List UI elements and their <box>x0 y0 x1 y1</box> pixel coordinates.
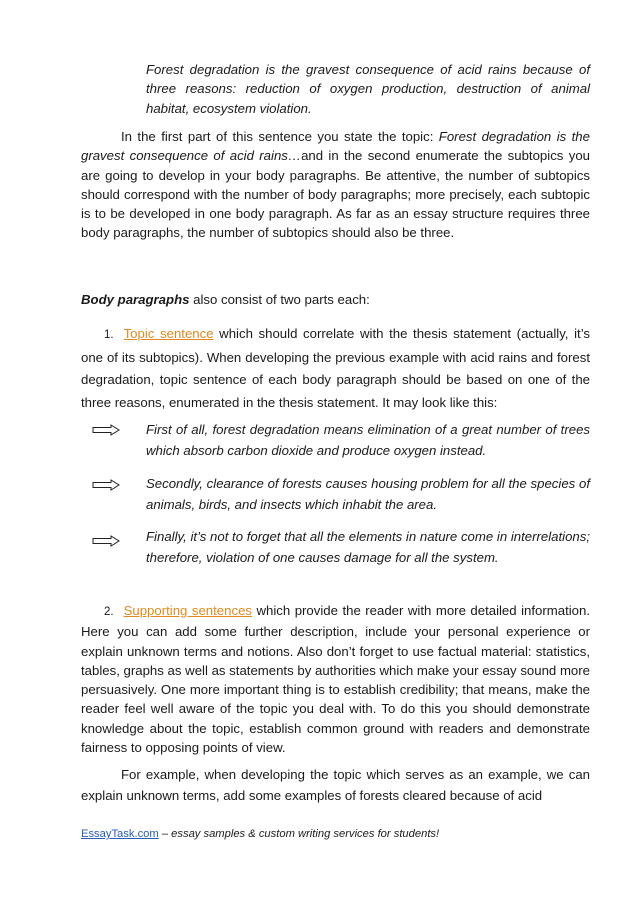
paragraph-example-continuation: For example, when developing the topic which serves as an example, we can explain unknown terms, add some examples of forests cleared because of acid <box>81 767 590 803</box>
list-item-text: which provide the reader with more detailed information. Here you can add some further description, include your personal experience or explain unknown terms and notions. Also don’t forget to use factual material: statistics, tables, graphs as well as statements by authorities which make your essay sound more persuasively. One more important thing is to establish credibility; that means, make the reader feel well aware of the topic you deal with. To do this you should demonstrate knowledge about the topic, establish common ground with readers and demonstrate fairness to opposing points of view. <box>81 603 590 756</box>
list-item-supporting-sentences <box>81 601 590 757</box>
paragraph-intro-text: In the first part of this sentence you state the topic: <box>121 129 439 144</box>
list-item-topic-sentence <box>81 323 590 414</box>
arrow-right-icon <box>92 424 120 436</box>
list-number: 1. <box>104 329 114 341</box>
paragraph-rest-text: and in the second enumerate the subtopics you are going to develop in your body paragraphs. Be attentive, the number of subtopics should correspond with the number of body paragraphs; more precisely, each subtopic is to be developed in one body paragraph. As far as an essay structure requires three body paragraphs, the number of subtopics should also be three. <box>81 148 590 241</box>
body-paragraphs-bold-term: Body paragraphs <box>81 292 190 307</box>
paragraph-topic-explanation <box>81 127 590 243</box>
footer-tagline: – essay samples & custom writing services for students! <box>158 828 440 840</box>
list-item-text: which should correlate with the thesis statement (actually, it’s one of its subtopics). When developing the previous example with acid rains and forest degradation, topic sentence of each body paragraph should be based on one of the three reasons, enumerated in the thesis statement. It may look like this: <box>81 326 590 410</box>
body-paragraphs-heading <box>81 290 590 309</box>
essaytask-link[interactable]: EssayTask.com <box>81 828 159 840</box>
page-footer <box>81 827 439 842</box>
body-paragraphs-heading-rest: also consist of two parts each: <box>189 292 370 307</box>
thesis-example: Forest degradation is the gravest consequence of acid rains because of three reasons: reduction of oxygen production, destruction of animal habitat, ecosystem violation. <box>146 62 590 116</box>
example-sentence-2: Secondly, clearance of forests causes housing problem for all the species of animals, birds, and insects which inhabit the area. <box>146 476 590 512</box>
arrow-right-icon <box>92 479 120 491</box>
list-number: 2. <box>104 606 114 618</box>
supporting-sentences-link[interactable]: Supporting sentences <box>123 603 252 618</box>
arrow-right-icon <box>92 535 120 547</box>
example-sentence-3: Finally, it’s not to forget that all the elements in nature come in interrelations; therefore, violation of one causes damage for all the system. <box>146 529 590 565</box>
topic-sentence-link[interactable]: Topic sentence <box>123 326 214 341</box>
example-sentence-1: First of all, forest degradation means elimination of a great number of trees which absorb carbon dioxide and produce oxygen instead. <box>146 422 590 458</box>
paragraph-italic-topic: Forest degradation is the gravest consequence of acid rains… <box>81 129 590 164</box>
